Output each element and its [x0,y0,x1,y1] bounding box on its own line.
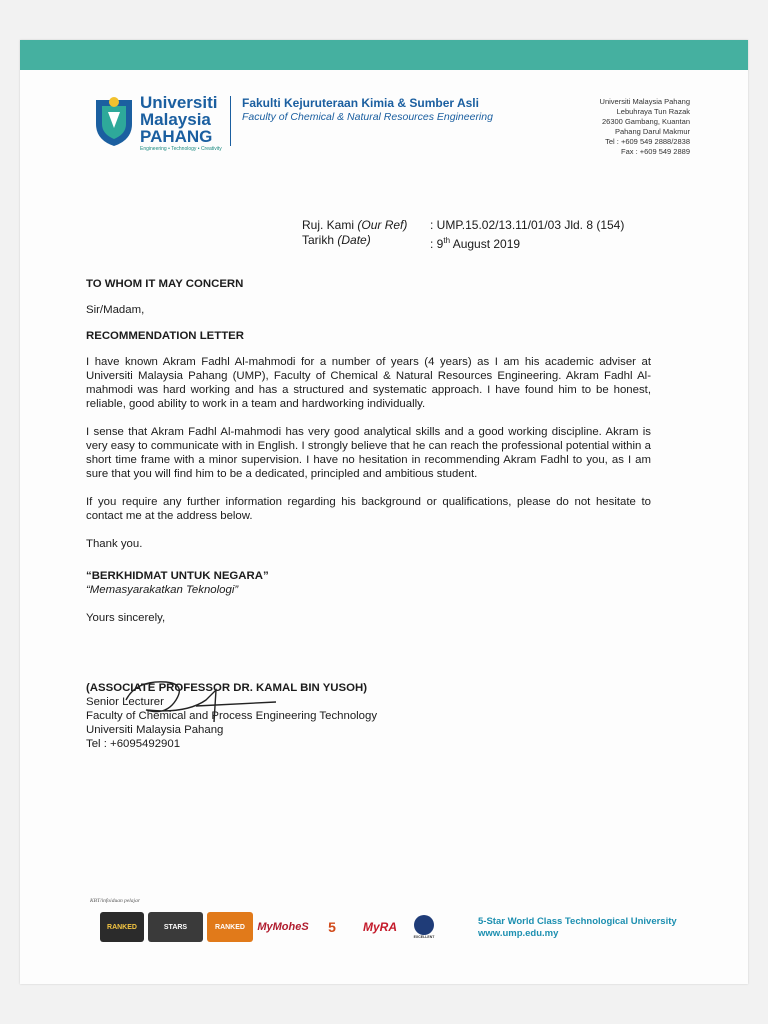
uni-tagline: Engineering • Technology • Creativity [140,146,222,152]
footer-slogan [478,916,677,940]
uni-line-2: Malaysia [140,110,211,129]
address-line: Universiti Malaysia Pahang [599,97,690,106]
slogan-text: 5-Star World Class Technological University [478,916,677,927]
accreditation-badges [100,912,439,942]
header-accent-bar [20,40,748,70]
ranked-badge-2: RANKED [207,912,253,942]
website-link[interactable]: www.ump.edu.my [478,928,559,939]
addressee: TO WHOM IT MAY CONCERN [86,278,244,290]
address-fax: Fax : +609 549 2889 [620,147,690,156]
excellent-caption: EXCELLENT [413,935,435,939]
closing: Yours sincerely, [86,612,166,624]
signatory-tel: Tel : +6095492901 [86,738,181,750]
paragraph-2: I sense that Akram Fadhl Al-mahmodi has very good analytical skills and a good working discipline. Akram is very easy to communicate with in English. I strongly believe that he can reach the professional potential within a short time frame with a minor supervision. I have no hesitation in recommending Akram Fadhl to you, as I am sure that you will find him to be a dedicated, principled and ambitious student. [86,426,651,480]
footer-note: KBT/infoiduan pelajar [90,898,140,904]
ranked-badge: RANKED [100,912,144,942]
letter-page [20,40,748,984]
faculty-name-english: Faculty of Chemical & Natural Resources Engineering [242,111,493,123]
mymohes-badge: MyMoheS [257,921,309,933]
faculty-name [242,96,493,124]
motto-sub: “Memasyarakatkan Teknologi” [86,584,239,596]
faculty-name-malay: Fakulti Kejuruteraan Kimia & Sumber Asli [242,96,479,110]
header-divider [230,96,231,146]
paragraph-1: I have known Akram Fadhl Al-mahmodi for a number of years (4 years) as I am his academic adviser at Universiti Malaysia Pahang (UMP), Faculty of Chemical & Natural Resources Engineering. Akram Fadhl Al-mahmodi was hard working and has a structured and systematic approach. I have found him to be honest, reliable, good ability to work in a team and hardworking individually. [86,356,651,410]
ref-label: Ruj. Kami (Our Ref) [302,218,408,232]
date-value: : 9th August 2019 [430,236,521,251]
motto: “BERKHIDMAT UNTUK NEGARA” [86,570,269,582]
myra-badge: MyRA [362,920,397,934]
address-phone: Tel : +609 549 2888/2838 [605,137,690,146]
university-name [140,94,222,153]
thanks: Thank you. [86,538,143,550]
subject: RECOMMENDATION LETTER [86,330,244,342]
uni-line-3: PAHANG [140,127,213,146]
signature-icon [116,670,306,730]
ump-logo-icon [92,94,136,148]
address-line: 26300 Gambang, Kuantan [602,117,690,126]
five-star-badge: 5 [328,919,336,935]
address-line: Lebuhraya Tun Razak [616,107,690,116]
signatory-title: Senior Lecturer [86,696,164,708]
uni-line-1: Universiti [140,93,218,112]
signatory-university: Universiti Malaysia Pahang [86,724,224,736]
seal-icon [414,915,434,935]
signatory-name: (ASSOCIATE PROFESSOR DR. KAMAL BIN YUSOH) [86,682,367,694]
salutation: Sir/Madam, [86,304,145,316]
date-label: Tarikh (Date) [302,233,371,247]
paragraph-3: If you require any further information regarding his background or qualifications, please do not hesitate to contact me at the address below. [86,496,651,522]
signatory-faculty: Faculty of Chemical and Process Engineering Technology [86,710,378,722]
reference-block [302,218,624,252]
excellent-badge [409,912,439,942]
address-line: Pahang Darul Makmur [614,127,690,136]
stars-badge: STARS [148,912,203,942]
university-address [600,97,690,157]
ref-value: : UMP.15.02/13.11/01/03 Jld. 8 (154) [430,218,625,232]
